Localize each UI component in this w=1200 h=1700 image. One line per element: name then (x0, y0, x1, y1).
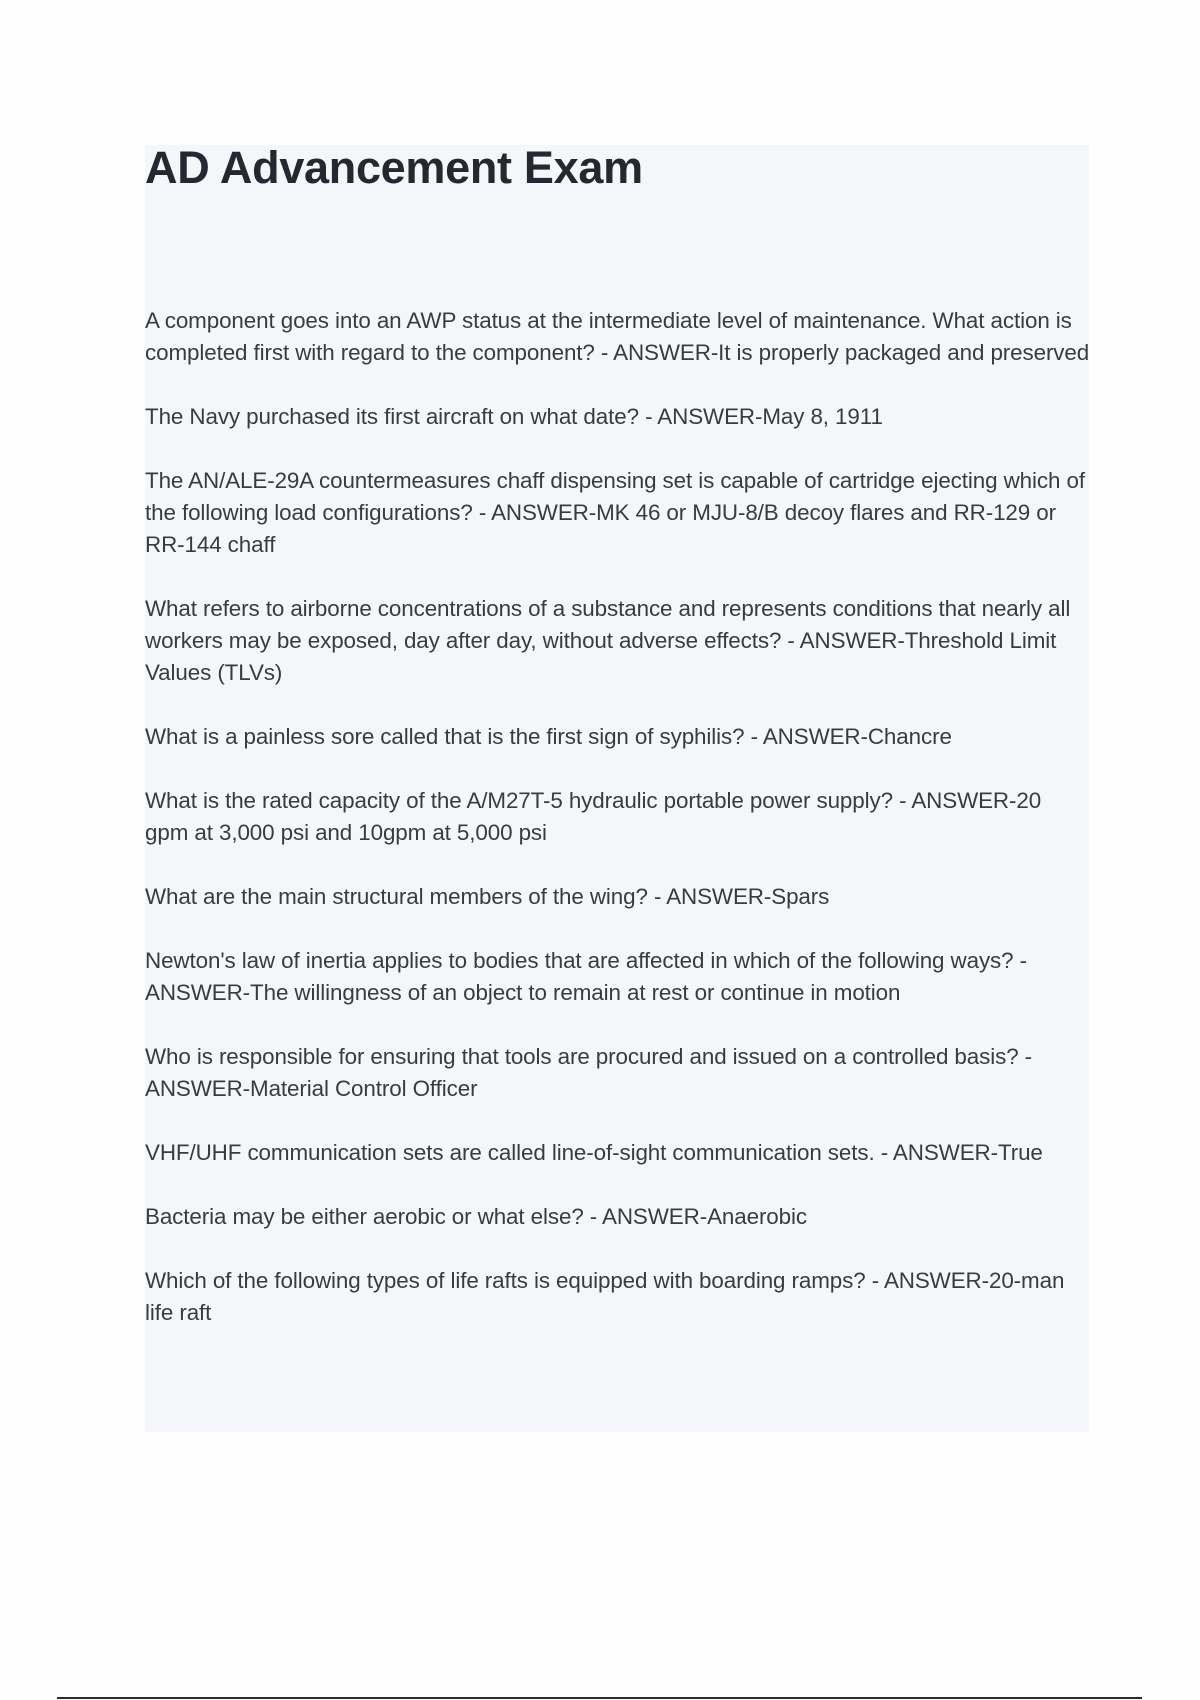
qa-item-1: A component goes into an AWP status at the intermediate level of maintenance. What action is completed first with regard to the component? - ANSWER-It is properly packaged and preserved (145, 308, 1090, 365)
qa-item-12: Which of the following types of life rafts is equipped with boarding ramps? - ANSWER-20-man life raft (145, 1268, 1065, 1325)
qa-item-7: What are the main structural members of the wing? - ANSWER-Spars (145, 884, 830, 909)
qa-item-4: What refers to airborne concentrations of a substance and represents conditions that nearly all workers may be exposed, day after day, without adverse effects? - ANSWER-Threshold Limit Values (TLVs) (145, 596, 1071, 685)
qa-list (145, 305, 1090, 1361)
page-title: AD Advancement Exam (145, 142, 643, 193)
qa-item-8: Newton's law of inertia applies to bodies that are affected in which of the following ways? - ANSWER-The willingness of an object to remain at rest or continue in motion (145, 948, 1027, 1005)
qa-item-11: Bacteria may be either aerobic or what else? - ANSWER-Anaerobic (145, 1204, 807, 1229)
footer-divider (57, 1697, 1142, 1699)
qa-item-6: What is the rated capacity of the A/M27T-5 hydraulic portable power supply? - ANSWER-20 gpm at 3,000 psi and 10gpm at 5,000 psi (145, 788, 1042, 845)
qa-item-3: The AN/ALE-29A countermeasures chaff dispensing set is capable of cartridge ejecting which of the following load configurations? - ANSWER-MK 46 or MJU-8/B decoy flares and RR-129 or RR-144 chaff (145, 468, 1085, 557)
qa-item-5: What is a painless sore called that is the first sign of syphilis? - ANSWER-Chancre (145, 724, 952, 749)
qa-item-10: VHF/UHF communication sets are called line-of-sight communication sets. - ANSWER-True (145, 1140, 1043, 1165)
qa-item-9: Who is responsible for ensuring that tools are procured and issued on a controlled basis? - ANSWER-Material Control Officer (145, 1044, 1033, 1101)
qa-item-2: The Navy purchased its first aircraft on what date? - ANSWER-May 8, 1911 (145, 404, 883, 429)
